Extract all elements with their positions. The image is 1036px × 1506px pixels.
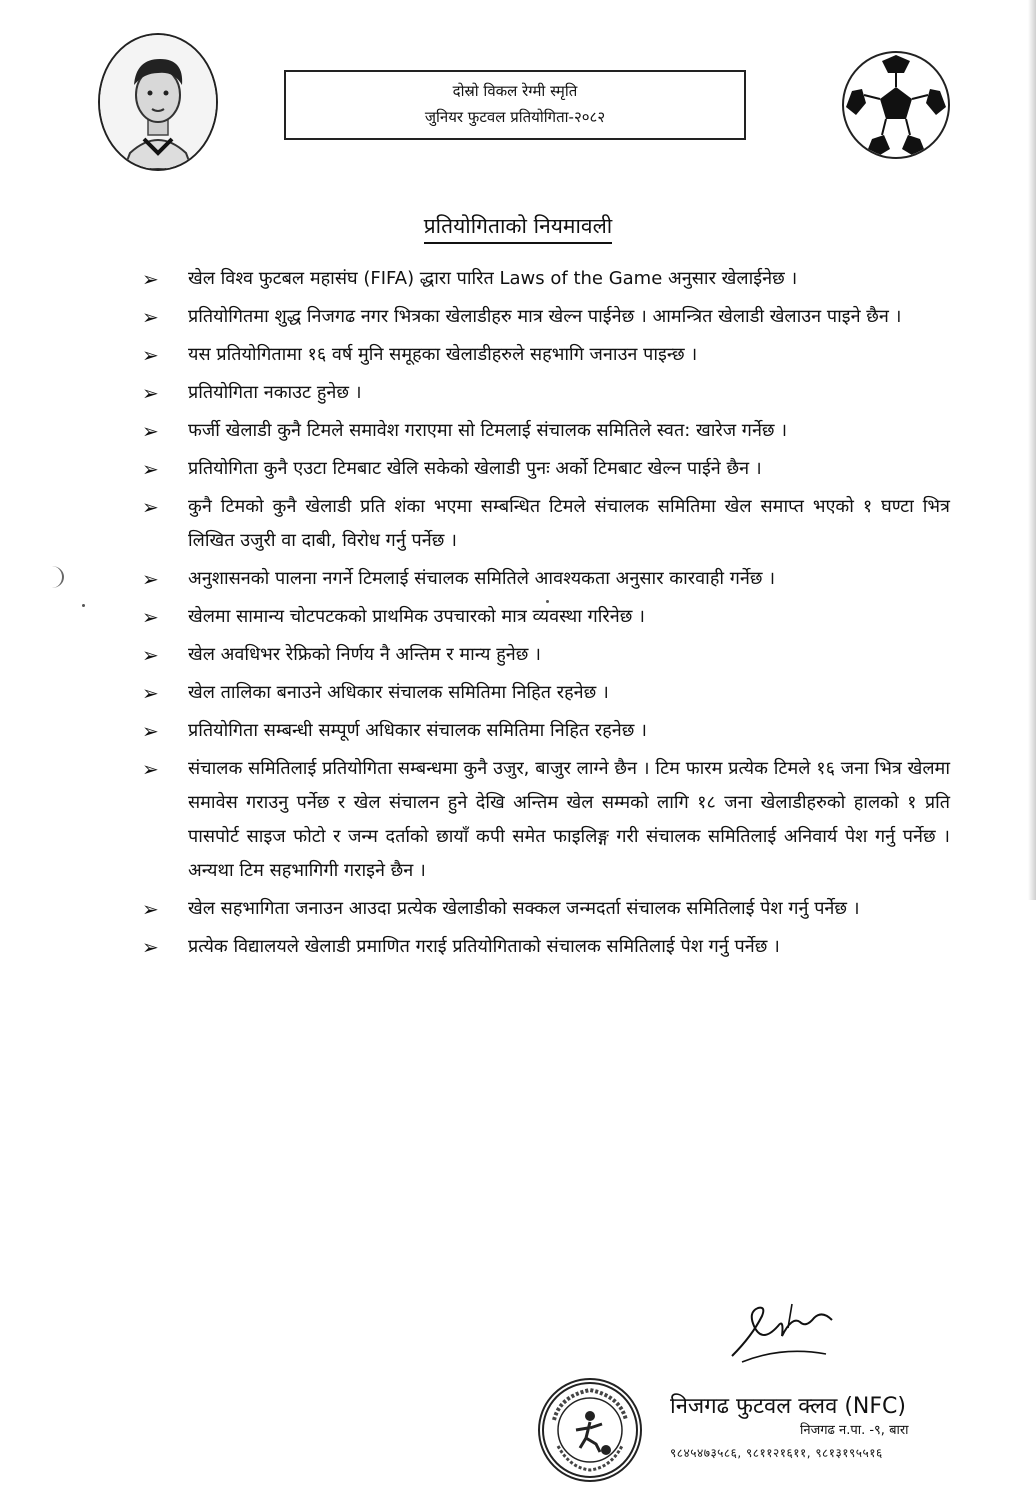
rule-text: खेल तालिका बनाउने अधिकार संचालक समितिमा निहित रहनेछ । [188,682,609,703]
arrow-bullet-icon: ➢ [142,567,159,591]
rule-text: अनुशासनको पालना नगर्ने टिमलाई संचालक समितिले आवश्यकता अनुसार कारवाही गर्नेछ । [188,568,776,589]
list-item [140,300,950,334]
arrow-bullet-icon: ➢ [142,935,159,959]
soccer-ball-icon [842,51,950,159]
arrow-bullet-icon: ➢ [142,643,159,667]
scan-dot [82,604,85,607]
list-item [140,338,950,372]
club-seal-icon [538,1378,642,1482]
arrow-bullet-icon: ➢ [142,719,159,743]
player-portrait-icon [98,33,218,171]
list-item [140,638,950,672]
list-item [140,676,950,710]
arrow-bullet-icon: ➢ [142,381,159,405]
list-item [140,930,950,964]
rule-text: प्रतियोगिता सम्बन्धी सम्पूर्ण अधिकार संचालक समितिमा निहित रहनेछ । [188,720,647,741]
rule-text: यस प्रतियोगितामा १६ वर्ष मुनि समूहका खेलाडीहरुले सहभागि जनाउन पाइन्छ । [188,344,698,365]
tournament-title: जुनियर फुटवल प्रतियोगिता-२०८२ [424,108,606,126]
arrow-bullet-icon: ➢ [142,897,159,921]
list-item [140,892,950,926]
arrow-bullet-icon: ➢ [142,495,159,519]
rule-text: खेल अवधिभर रेफ्रिको निर्णय नै अन्तिम र मान्य हुनेछ । [188,644,541,665]
list-item [140,752,950,888]
list-item [140,452,950,486]
list-item [140,262,950,296]
arrow-bullet-icon: ➢ [142,681,159,705]
scan-mark [40,566,64,588]
rule-text: प्रतियोगिता नकाउट हुनेछ । [188,382,362,403]
arrow-bullet-icon: ➢ [142,419,159,443]
list-item [140,414,950,448]
rule-text: खेल सहभागिता जनाउन आउदा प्रत्येक खेलाडीको सक्कल जन्मदर्ता संचालक समितिलाई पेश गर्नु पर्नेछ । [188,898,860,919]
memorial-title: दोस्रो विकल रेग्मी स्मृति [452,82,578,100]
rule-text: कुनै टिमको कुनै खेलाडी प्रति शंका भएमा सम्बन्धित टिमले संचालक समितिमा खेल समाप्त भएको १ घण्टा भित्र लिखित उजुरी वा दाबी, विरोध गर्नु पर्नेछ । [188,496,950,551]
arrow-bullet-icon: ➢ [142,343,159,367]
arrow-bullet-icon: ➢ [142,457,159,481]
arrow-bullet-icon: ➢ [142,757,159,781]
arrow-bullet-icon: ➢ [142,605,159,629]
rule-text: खेल विश्व फुटबल महासंघ (FIFA) द्धारा पारित Laws of the Game अनुसार खेलाईनेछ । [188,268,798,289]
club-name: निजगढ फुटवल क्लव (NFC) [670,1394,906,1419]
header-title-box [284,70,746,140]
rule-text: प्रतियोगितमा शुद्ध निजगढ नगर भित्रका खेलाडीहरु मात्र खेल्न पाईनेछ । आमन्त्रित खेलाडी खेलाउन पाइने छैन । [188,306,902,327]
scan-dot [546,600,549,603]
list-item [140,376,950,410]
arrow-bullet-icon: ➢ [142,267,159,291]
rule-text: फर्जी खेलाडी कुनै टिमले समावेश गराएमा सो टिमलाई संचालक समितिले स्वत: खारेज गर्नेछ । [188,420,788,441]
page-title [0,212,1036,240]
arrow-bullet-icon: ➢ [142,305,159,329]
rule-text: प्रत्येक विद्यालयले खेलाडी प्रमाणित गराई प्रतियोगिताको संचालक समितिलाई पेश गर्नु पर्नेछ । [188,936,780,957]
rule-text: खेलमा सामान्य चोटपटकको प्राथमिक उपचारको मात्र व्यवस्था गरिनेछ । [188,606,645,627]
club-phones: ९८४५४७३५८६, ९८११२१६११, ९८१३१९५५१६ [670,1446,883,1460]
rules-list [140,262,950,968]
club-address: निजगढ न.पा. -९, बारा [800,1423,909,1438]
signature-icon [722,1296,842,1368]
list-item [140,600,950,634]
page-edge-shadow [1028,0,1036,900]
rule-text: संचालक समितिलाई प्रतियोगिता सम्बन्धमा कुनै उजुर, बाजुर लाग्ने छैन । टिम फारम प्रत्येक टिमले १६ जना भित्र खेलमा समावेस गराउनु पर्नेछ र खेल संचालन हुने देखि अन्तिम खेल सम्मको लागि १८ जना खेलाडीहरुको हालको १ प्रति पासपोर्ट साइज फोटो र जन्म दर्ताको छायाँ कपी समेत फाइलिङ्ग गरी संचालक समितिलाई अनिवार्य पेश गर्नु पर्नेछ । अन्यथा टिम सहभागिगी गराइने छैन । [188,758,950,881]
list-item [140,714,950,748]
list-item [140,562,950,596]
list-item [140,490,950,558]
rules-title-text: प्रतियोगिताको नियमावली [424,214,613,244]
rule-text: प्रतियोगिता कुनै एउटा टिमबाट खेलि सकेको खेलाडी पुनः अर्को टिमबाट खेल्न पाईने छैन । [188,458,762,479]
